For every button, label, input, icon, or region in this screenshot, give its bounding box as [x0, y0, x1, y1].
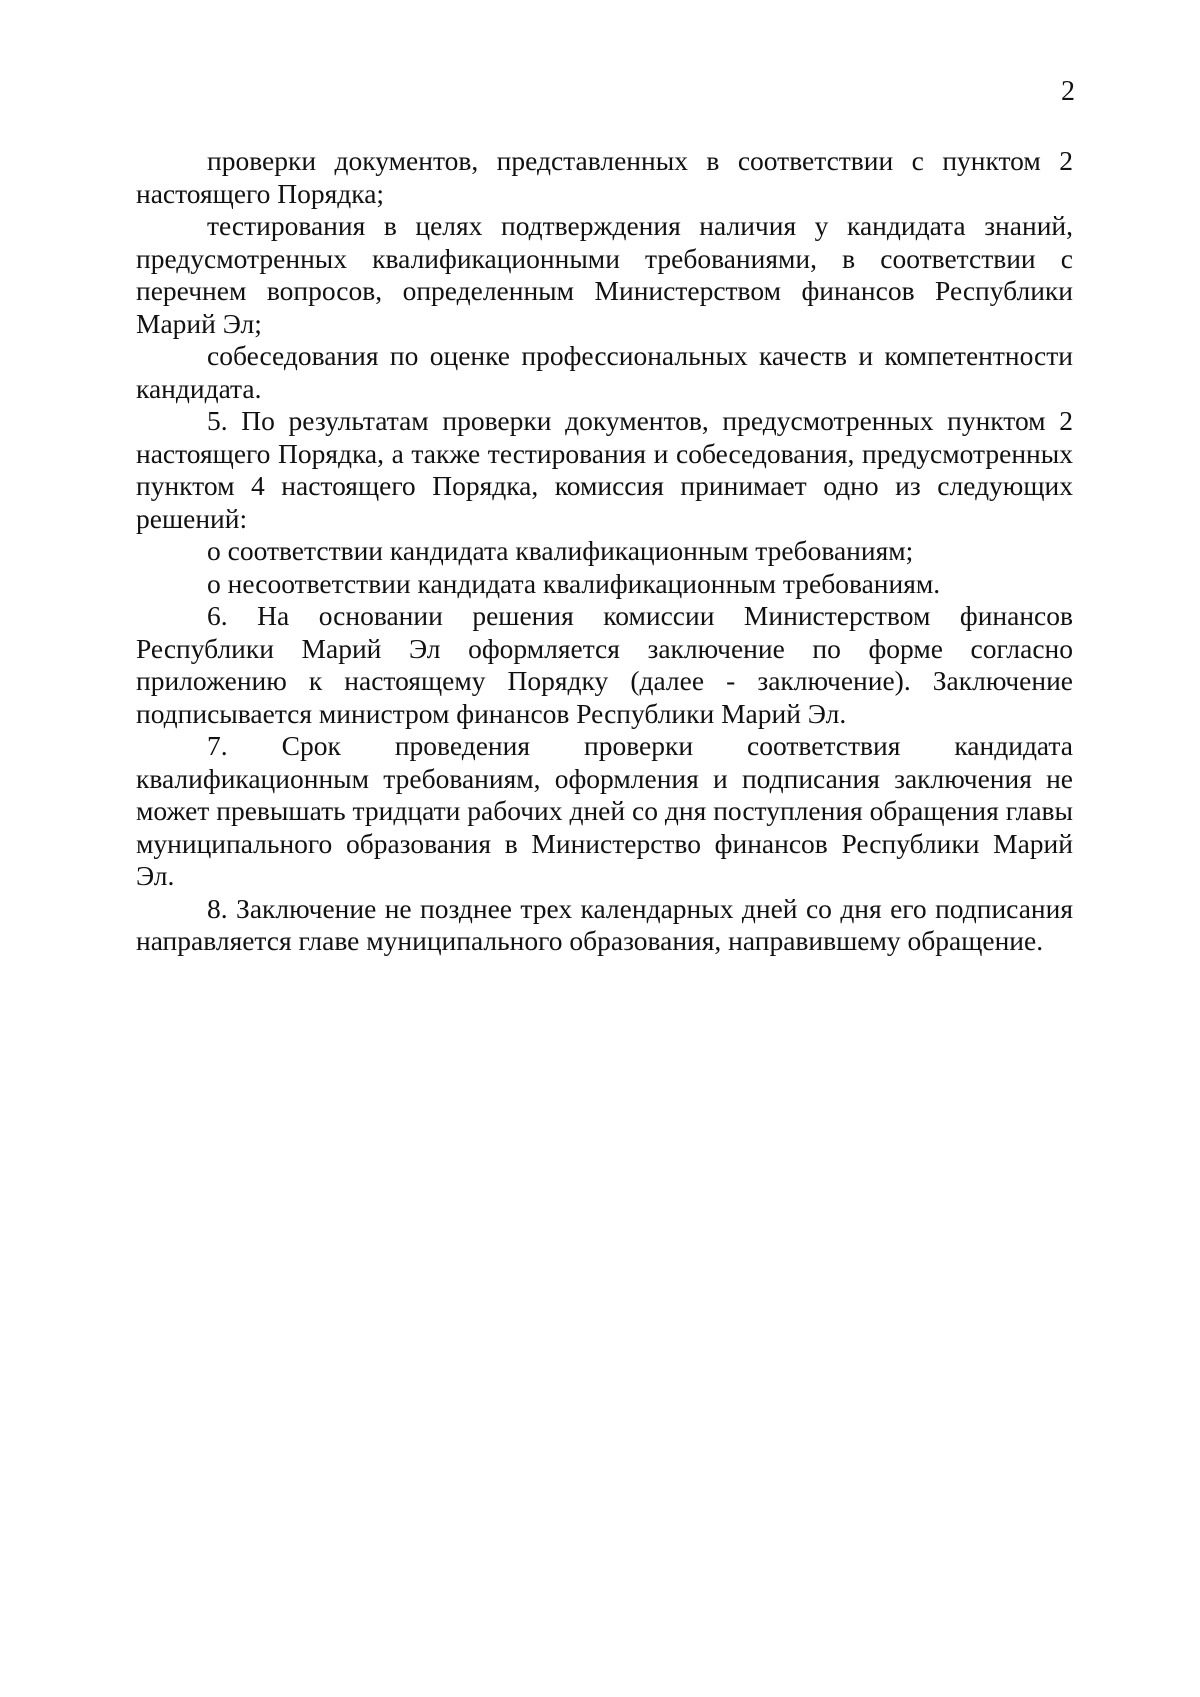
paragraph-decision-noncompliance: о несоответствии кандидата квалификационным требованиям. [207, 567, 941, 599]
paragraph-item-7: 7. Срок проведения проверки соответствия кандидата квалификационным требованиям, оформления и подписания заключения не может превышать тридцати рабочих дней со дня поступления обращения главы муниципального образования в Министерство финансов Республики Марий Эл. [136, 730, 1073, 891]
paragraph-document-check: проверки документов, представленных в соответствии с пунктом 2 настоящего Порядка; [136, 145, 1073, 209]
document-body [136, 145, 1073, 958]
page-number: 2 [1061, 76, 1075, 107]
paragraph-interview: собеседования по оценке профессиональных качеств и компетентности кандидата. [136, 340, 1073, 404]
paragraph-decision-compliance: о соответствии кандидата квалификационным требованиям; [207, 535, 914, 566]
paragraph-item-6: 6. На основании решения комиссии Министерством финансов Республики Марий Эл оформляется заключение по форме согласно приложению к настоящему Порядку (далее - заключение). Заключение подписывается министром финансов Республики Марий Эл. [136, 600, 1073, 729]
paragraph-item-5: 5. По результатам проверки документов, предусмотренных пунктом 2 настоящего Порядка, а также тестирования и собеседования, предусмотренных пунктом 4 настоящего Порядка, комиссия принимает одно из следующих решений: [136, 405, 1073, 534]
paragraph-item-8: 8. Заключение не позднее трех календарных дней со дня его подписания направляется главе муниципального образования, направившему обращение. [136, 892, 1073, 956]
paragraph-testing: тестирования в целях подтверждения наличия у кандидата знаний, предусмотренных квалификационными требованиями, в соответствии с перечнем вопросов, определенным Министерством финансов Республики Марий Эл; [136, 210, 1073, 339]
